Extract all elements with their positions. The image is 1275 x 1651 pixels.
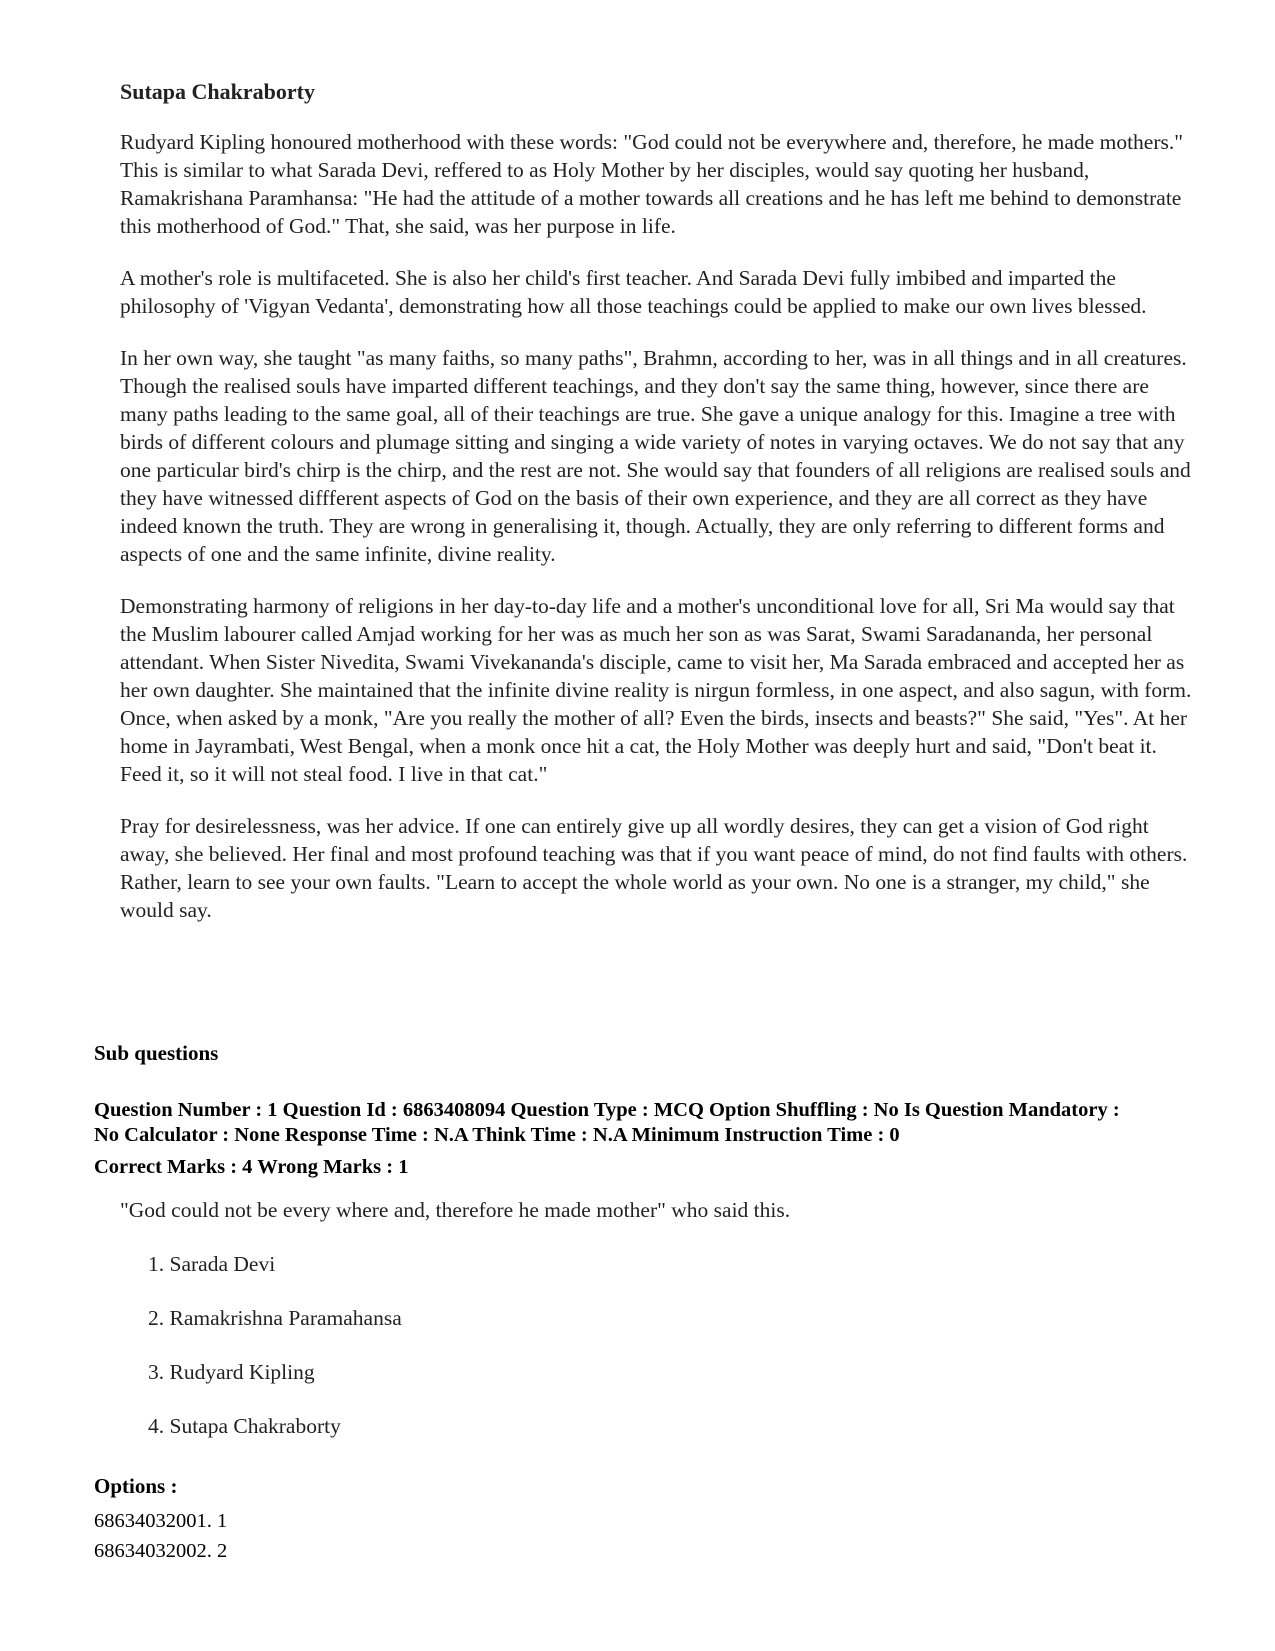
answer-choice: 2. Ramakrishna Paramahansa bbox=[148, 1306, 402, 1330]
question-meta bbox=[94, 1098, 1214, 1148]
passage-paragraph: A mother's role is multifaceted. She is also her child's first teacher. And Sarada Devi fully imbibed and imparted the philosophy of 'Vigyan Vedanta', demonstrating how all those teachings could be applied to make our own lives blessed. bbox=[120, 266, 1147, 318]
question-marks: Correct Marks : 4 Wrong Marks : 1 bbox=[94, 1156, 409, 1178]
question-meta-line: No Calculator : None Response Time : N.A Think Time : N.A Minimum Instruction Time : 0 bbox=[94, 1124, 900, 1146]
answer-choice: 4. Sutapa Chakraborty bbox=[148, 1414, 341, 1438]
passage-author: Sutapa Chakraborty bbox=[120, 79, 315, 104]
passage-paragraph: Rudyard Kipling honoured motherhood with these words: "God could not be everywhere and, therefore, he made mothers." This is similar to what Sarada Devi, reffered to as Holy Mother by her disciples, would say quoting her husband, Ramakrishana Paramhansa: "He had the attitude of a mother towards all creations and he has left me behind to demonstrate this motherhood of God." That, she said, was her purpose in life. bbox=[120, 130, 1184, 238]
passage-paragraph: In her own way, she taught "as many faiths, so many paths", Brahmn, according to her, was in all things and in all creatures. Though the realised souls have imparted different teachings, and they don't say the same thing, however, since there are many paths leading to the same goal, all of their teachings are true. She gave a unique analogy for this. Imagine a tree with birds of different colours and plumage sitting and singing a wide variety of notes in varying octaves. We do not say that any one particular bird's chirp is the chirp, and the rest are not. She would say that founders of all religions are realised souls and they have witnessed diffferent aspects of God on the basis of their own experience, and they are all correct as they have indeed known the truth. They are wrong in generalising it, though. Actually, they are only referring to different forms and aspects of one and the same infinite, divine reality. bbox=[120, 346, 1191, 566]
answer-choice: 3. Rudyard Kipling bbox=[148, 1360, 315, 1384]
answer-choice: 1. Sarada Devi bbox=[148, 1252, 276, 1276]
answer-choices bbox=[148, 1250, 402, 1466]
option-id: 68634032001. 1 bbox=[94, 1510, 228, 1532]
options-list bbox=[94, 1506, 227, 1566]
options-heading: Options : bbox=[94, 1474, 178, 1498]
comprehension-passage bbox=[120, 78, 1195, 948]
passage-paragraph: Demonstrating harmony of religions in her day-to-day life and a mother's unconditional love for all, Sri Ma would say that the Muslim labourer called Amjad working for her was as much her son as was Sarat, Swami Saradananda, her personal attendant. When Sister Nivedita, Swami Vivekananda's disciple, came to visit her, Ma Sarada embraced and accepted her as her own daughter. She maintained that the infinite divine reality is nirgun formless, in one aspect, and also sagun, with form. Once, when asked by a monk, "Are you really the mother of all? Even the birds, insects and beasts?" She said, "Yes". At her home in Jayrambati, West Bengal, when a monk once hit a cat, the Holy Mother was deeply hurt and said, "Don't beat it. Feed it, so it will not steal food. I live in that cat." bbox=[120, 594, 1192, 786]
question-text: "God could not be every where and, therefore he made mother" who said this. bbox=[120, 1198, 791, 1222]
option-id: 68634032002. 2 bbox=[94, 1540, 228, 1562]
passage-paragraph: Pray for desirelessness, was her advice. If one can entirely give up all wordly desires, they can get a vision of God right away, she believed. Her final and most profound teaching was that if you want peace of mind, do not find faults with others. Rather, learn to see your own faults. "Learn to accept the whole world as your own. No one is a stranger, my child," she would say. bbox=[120, 814, 1188, 922]
question-meta-line: Question Number : 1 Question Id : 6863408094 Question Type : MCQ Option Shuffling : No Is Question Mandatory : bbox=[94, 1099, 1120, 1121]
sub-questions-heading: Sub questions bbox=[94, 1041, 219, 1065]
